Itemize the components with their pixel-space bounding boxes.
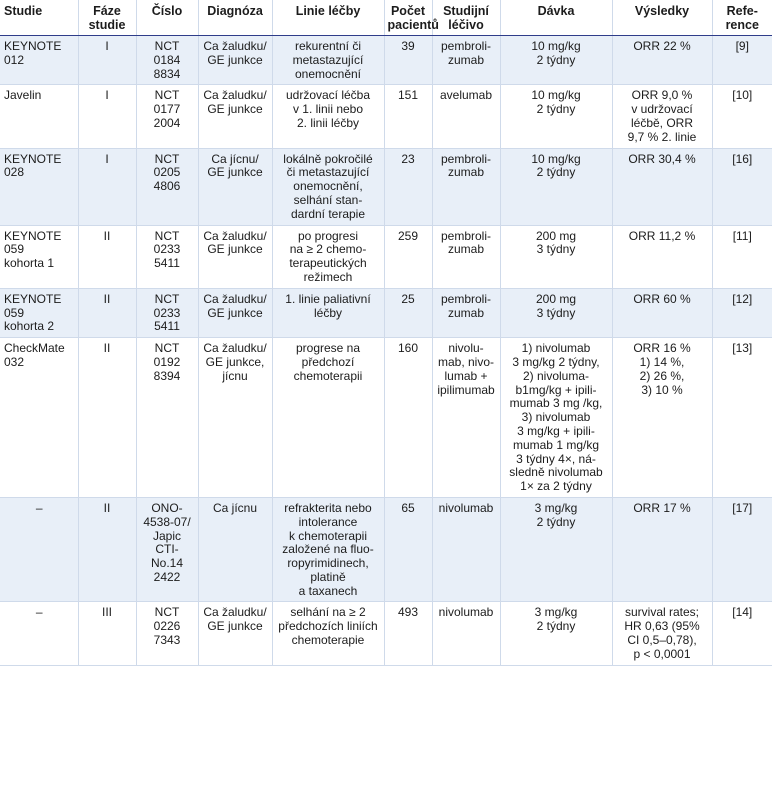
cell-dose: 10 mg/kg 2 týdny [500,148,612,225]
table-row [0,148,772,225]
cell-number: NCT 0233 5411 [136,225,198,288]
cell-therapy-line: lokálně pokročilé či metastazující onemocnění, selhání stan- dardní terapie [272,148,384,225]
col-header-drug: Studijní léčivo [432,0,500,36]
cell-phase: II [78,497,136,602]
cell-dose: 3 mg/kg 2 týdny [500,497,612,602]
cell-diagnosis: Ca žaludku/ GE junkce [198,602,272,665]
cell-phase: II [78,288,136,337]
header-row [0,0,772,36]
cell-drug: nivolumab [432,497,500,602]
cell-patient-count: 151 [384,85,432,148]
cell-reference: [17] [712,497,772,602]
cell-study: KEYNOTE 059 kohorta 1 [0,225,78,288]
cell-results: ORR 16 % 1) 14 %, 2) 26 %, 3) 10 % [612,338,712,498]
col-header-study: Studie [0,0,78,36]
table-header [0,0,772,36]
cell-phase: I [78,36,136,85]
cell-results: ORR 60 % [612,288,712,337]
col-header-therapy-line: Linie léčby [272,0,384,36]
cell-results: survival rates; HR 0,63 (95% CI 0,5–0,78), p < 0,0001 [612,602,712,665]
cell-number: NCT 0205 4806 [136,148,198,225]
cell-diagnosis: Ca žaludku/ GE junkce [198,85,272,148]
cell-reference: [10] [712,85,772,148]
table-row [0,338,772,498]
cell-drug: pembroli- zumab [432,288,500,337]
cell-drug: pembroli- zumab [432,148,500,225]
cell-results: ORR 11,2 % [612,225,712,288]
col-header-reference: Refe- rence [712,0,772,36]
cell-diagnosis: Ca žaludku/ GE junkce, jícnu [198,338,272,498]
cell-therapy-line: refrakterita nebo intolerance k chemoterapii založené na fluo- ropyrimidinech, platině a taxanech [272,497,384,602]
cell-patient-count: 39 [384,36,432,85]
cell-phase: II [78,338,136,498]
cell-number: NCT 0233 5411 [136,288,198,337]
cell-dose: 10 mg/kg 2 týdny [500,36,612,85]
cell-patient-count: 160 [384,338,432,498]
table-row [0,602,772,665]
cell-reference: [12] [712,288,772,337]
cell-study: – [0,602,78,665]
cell-dose: 200 mg 3 týdny [500,288,612,337]
cell-reference: [11] [712,225,772,288]
cell-reference: [13] [712,338,772,498]
cell-therapy-line: po progresi na ≥ 2 chemo- terapeutických režimech [272,225,384,288]
cell-dose: 1) nivolumab 3 mg/kg 2 týdny, 2) nivoluma- b1mg/kg + ipili- mumab 3 mg /kg, 3) nivolumab 3 mg/kg + ipili- mumab 1 mg/kg 3 týdny 4×, ná- sledně nivolumab 1× za 2 týdny [500,338,612,498]
cell-results: ORR 22 % [612,36,712,85]
cell-number: ONO- 4538-07/ Japic CTI-No.14 2422 [136,497,198,602]
cell-therapy-line: udržovací léčba v 1. linii nebo 2. linii léčby [272,85,384,148]
col-header-number: Číslo [136,0,198,36]
cell-patient-count: 493 [384,602,432,665]
cell-patient-count: 65 [384,497,432,602]
cell-drug: nivolu- mab, nivo- lumab + ipilimumab [432,338,500,498]
cell-patient-count: 25 [384,288,432,337]
col-header-results: Výsledky [612,0,712,36]
cell-study: KEYNOTE 012 [0,36,78,85]
table-row [0,497,772,602]
cell-study: Javelin [0,85,78,148]
cell-number: NCT 0177 2004 [136,85,198,148]
cell-drug: pembroli- zumab [432,225,500,288]
cell-study: CheckMate 032 [0,338,78,498]
table-row [0,225,772,288]
cell-dose: 10 mg/kg 2 týdny [500,85,612,148]
cell-study: KEYNOTE 028 [0,148,78,225]
cell-phase: II [78,225,136,288]
col-header-dose: Dávka [500,0,612,36]
cell-therapy-line: 1. linie paliativní léčby [272,288,384,337]
cell-diagnosis: Ca žaludku/ GE junkce [198,288,272,337]
cell-results: ORR 30,4 % [612,148,712,225]
cell-drug: nivolumab [432,602,500,665]
table-row [0,85,772,148]
cell-diagnosis: Ca jícnu/ GE junkce [198,148,272,225]
cell-reference: [14] [712,602,772,665]
cell-number: NCT 0192 8394 [136,338,198,498]
cell-therapy-line: selhání na ≥ 2 předchozích liniích chemoterapie [272,602,384,665]
cell-results: ORR 9,0 % v udržovací léčbě, ORR 9,7 % 2. linie [612,85,712,148]
col-header-patient-count: Počet pacientů [384,0,432,36]
cell-number: NCT 0226 7343 [136,602,198,665]
cell-phase: I [78,148,136,225]
cell-diagnosis: Ca žaludku/ GE junkce [198,225,272,288]
cell-study: KEYNOTE 059 kohorta 2 [0,288,78,337]
cell-reference: [9] [712,36,772,85]
col-header-diagnosis: Diagnóza [198,0,272,36]
col-header-phase: Fáze studie [78,0,136,36]
cell-drug: pembroli- zumab [432,36,500,85]
cell-patient-count: 259 [384,225,432,288]
cell-drug: avelumab [432,85,500,148]
cell-patient-count: 23 [384,148,432,225]
cell-study: – [0,497,78,602]
cell-results: ORR 17 % [612,497,712,602]
cell-dose: 200 mg 3 týdny [500,225,612,288]
cell-phase: III [78,602,136,665]
cell-therapy-line: rekurentní či metastazující onemocnění [272,36,384,85]
table-body [0,36,772,666]
cell-number: NCT 0184 8834 [136,36,198,85]
cell-diagnosis: Ca žaludku/ GE junkce [198,36,272,85]
cell-dose: 3 mg/kg 2 týdny [500,602,612,665]
table-row [0,288,772,337]
cell-therapy-line: progrese na předchozí chemoterapii [272,338,384,498]
cell-reference: [16] [712,148,772,225]
table-row [0,36,772,85]
cell-diagnosis: Ca jícnu [198,497,272,602]
cell-phase: I [78,85,136,148]
